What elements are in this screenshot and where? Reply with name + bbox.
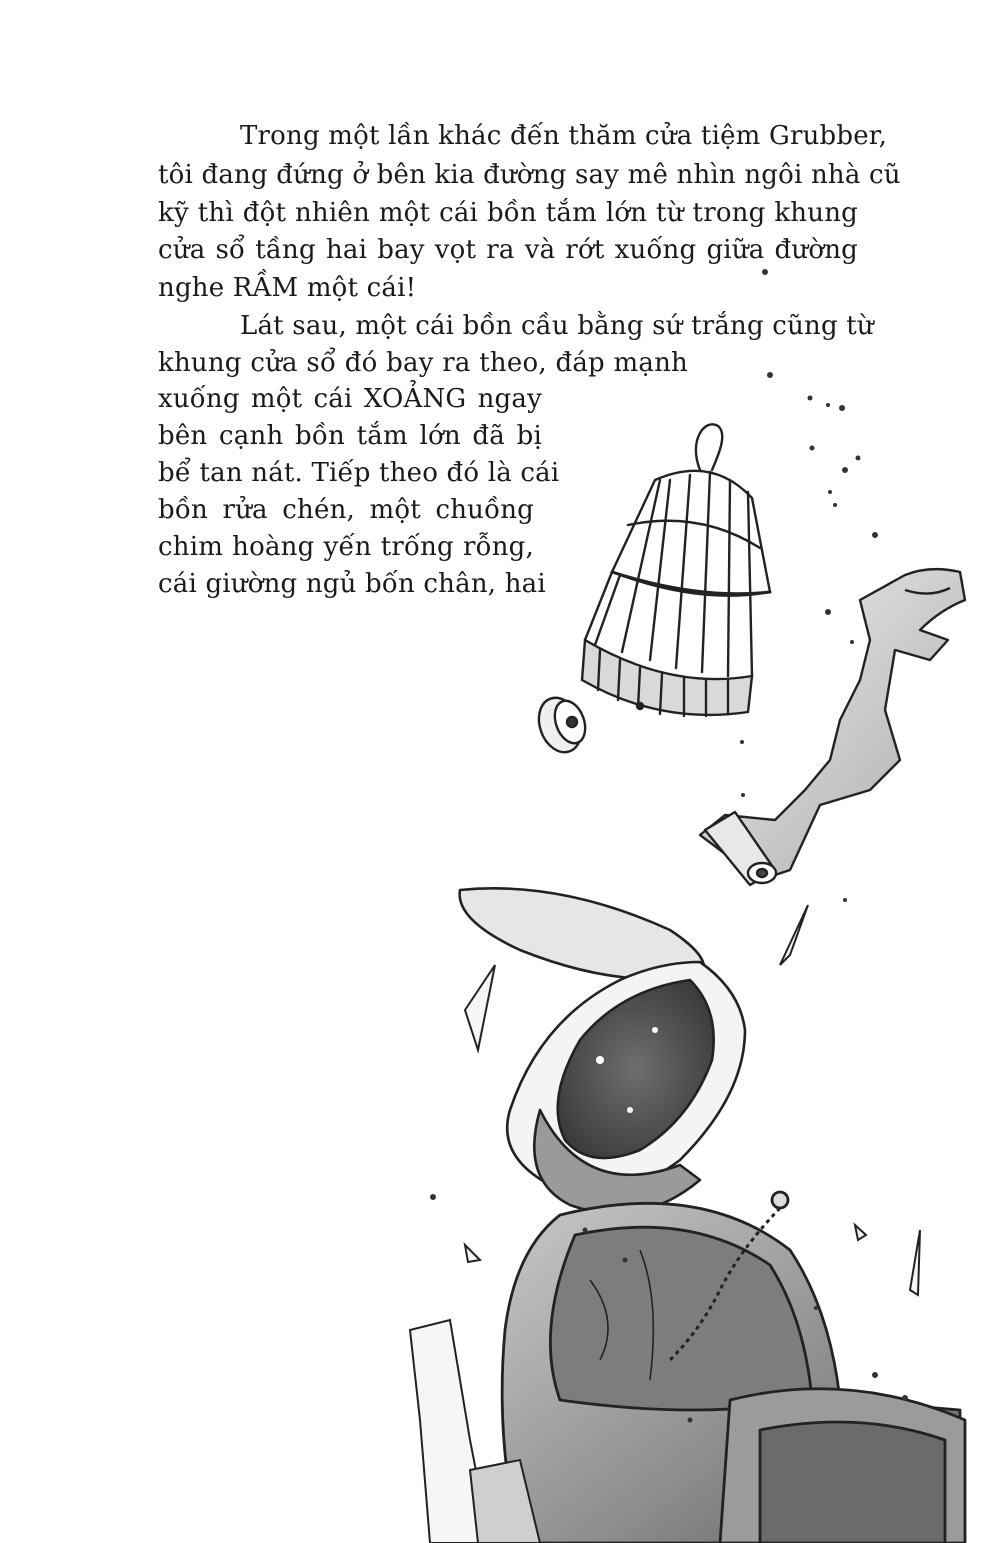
text-line: chim hoàng yến trống rỗng, xyxy=(158,532,534,562)
toilet-paper-icon xyxy=(700,569,965,885)
text-line: bồn rửa chén, một chuồng xyxy=(158,495,534,525)
text-line: khung cửa sổ đó bay ra theo, đáp mạnh xyxy=(158,348,688,378)
text-line: kỹ thì đột nhiên một cái bồn tắm lớn từ trong khung xyxy=(158,198,858,228)
text-line: Lát sau, một cái bồn cầu bằng sứ trắng cũng từ xyxy=(240,311,874,341)
knob-icon xyxy=(532,692,591,758)
text-line: xuống một cái XOẢNG ngay xyxy=(158,384,542,414)
text-line: nghe RẦM một cái! xyxy=(158,273,417,303)
text-line: Trong một lần khác đến thăm cửa tiệm Grubber, xyxy=(240,121,888,151)
text-line: cửa sổ tầng hai bay vọt ra và rớt xuống giữa đường xyxy=(158,235,858,265)
text-line: bên cạnh bồn tắm lớn đã bị xyxy=(158,421,542,451)
text-line: tôi đang đứng ở bên kia đường say mê nhìn ngôi nhà cũ xyxy=(158,160,901,190)
text-line: cái giường ngủ bốn chân, hai xyxy=(158,569,546,599)
text-line: bể tan nát. Tiếp theo đó là cái xyxy=(158,458,560,488)
bathtub-icon xyxy=(502,1192,965,1543)
toilet-bowl-icon xyxy=(460,888,745,1213)
birdcage-icon xyxy=(582,424,770,716)
